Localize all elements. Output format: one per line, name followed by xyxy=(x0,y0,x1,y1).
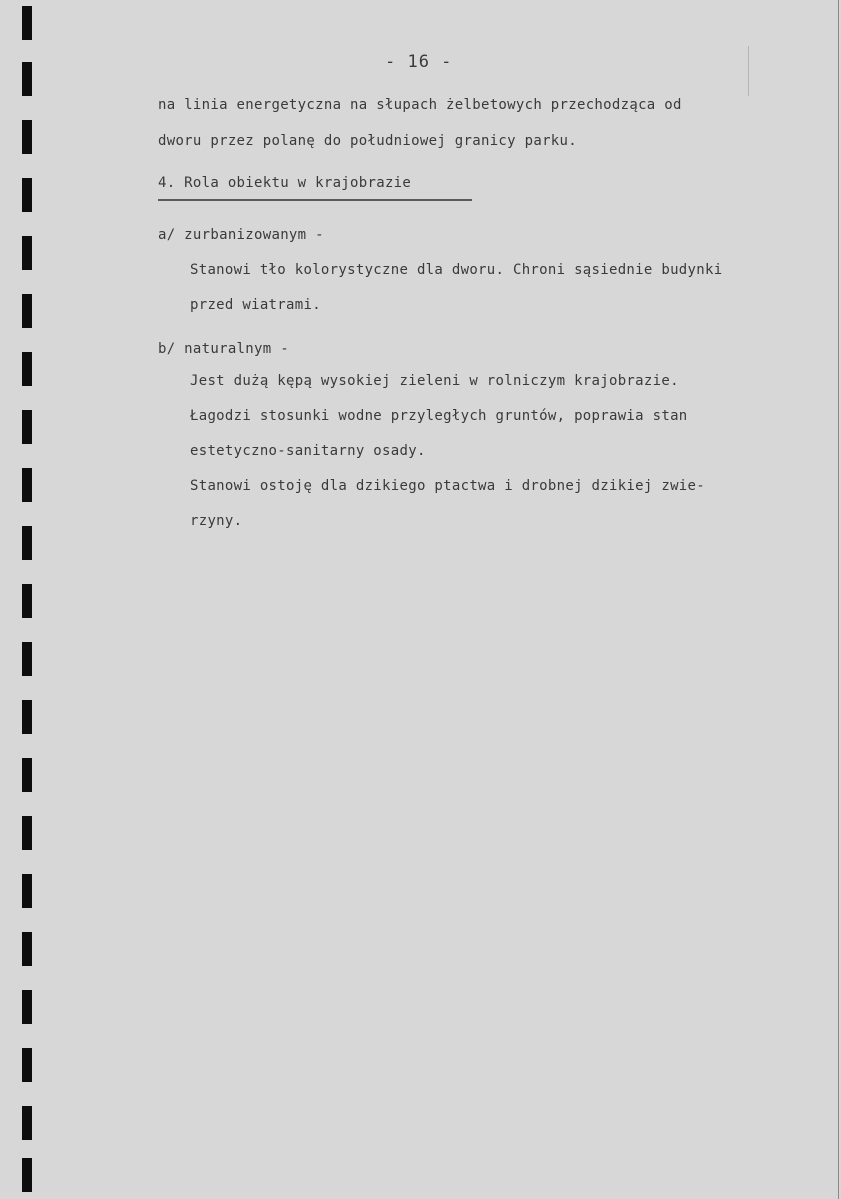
binding-hole xyxy=(22,410,32,444)
item-a-label: a/ zurbanizowanym - xyxy=(158,227,324,243)
binding-hole xyxy=(22,990,32,1024)
item-b-line: Jest dużą kępą wysokiej zieleni w rolniczym krajobrazie. xyxy=(190,373,679,389)
item-a-line: Stanowi tło kolorystyczne dla dworu. Chroni sąsiednie budynki xyxy=(190,262,723,278)
intro-line: dworu przez polanę do południowej granicy parku. xyxy=(158,133,577,149)
binding-hole xyxy=(22,352,32,386)
item-b-label: b/ naturalnym - xyxy=(158,341,289,357)
binding-hole xyxy=(22,1106,32,1140)
binding-hole xyxy=(22,874,32,908)
binding-hole xyxy=(22,932,32,966)
binding-hole xyxy=(22,584,32,618)
binding-hole xyxy=(22,700,32,734)
binding-hole xyxy=(22,1048,32,1082)
binding-hole xyxy=(22,294,32,328)
binding-hole xyxy=(22,1158,32,1192)
binding-hole xyxy=(22,526,32,560)
binding-hole xyxy=(22,178,32,212)
item-b-line: Łagodzi stosunki wodne przyległych gruntów, poprawia stan xyxy=(190,408,688,424)
binding-hole xyxy=(22,6,32,40)
paper-crease xyxy=(748,46,749,96)
binding-hole xyxy=(22,642,32,676)
binding-hole xyxy=(22,468,32,502)
item-b-line: rzyny. xyxy=(190,513,243,529)
item-a-line: przed wiatrami. xyxy=(190,297,321,313)
section-heading: 4. Rola obiektu w krajobrazie xyxy=(158,175,412,191)
heading-underline xyxy=(158,199,472,201)
page-edge xyxy=(838,0,839,1199)
item-b-line: estetyczno-sanitarny osady. xyxy=(190,443,426,459)
binding-hole xyxy=(22,236,32,270)
binding-hole xyxy=(22,62,32,96)
binding-hole xyxy=(22,816,32,850)
binding-holes xyxy=(0,0,40,1199)
binding-hole xyxy=(22,758,32,792)
item-b-line: Stanowi ostoję dla dzikiego ptactwa i drobnej dzikiej zwie- xyxy=(190,478,705,494)
page-number: - 16 - xyxy=(385,52,453,72)
intro-line: na linia energetyczna na słupach żelbetowych przechodząca od xyxy=(158,97,682,113)
binding-hole xyxy=(22,120,32,154)
